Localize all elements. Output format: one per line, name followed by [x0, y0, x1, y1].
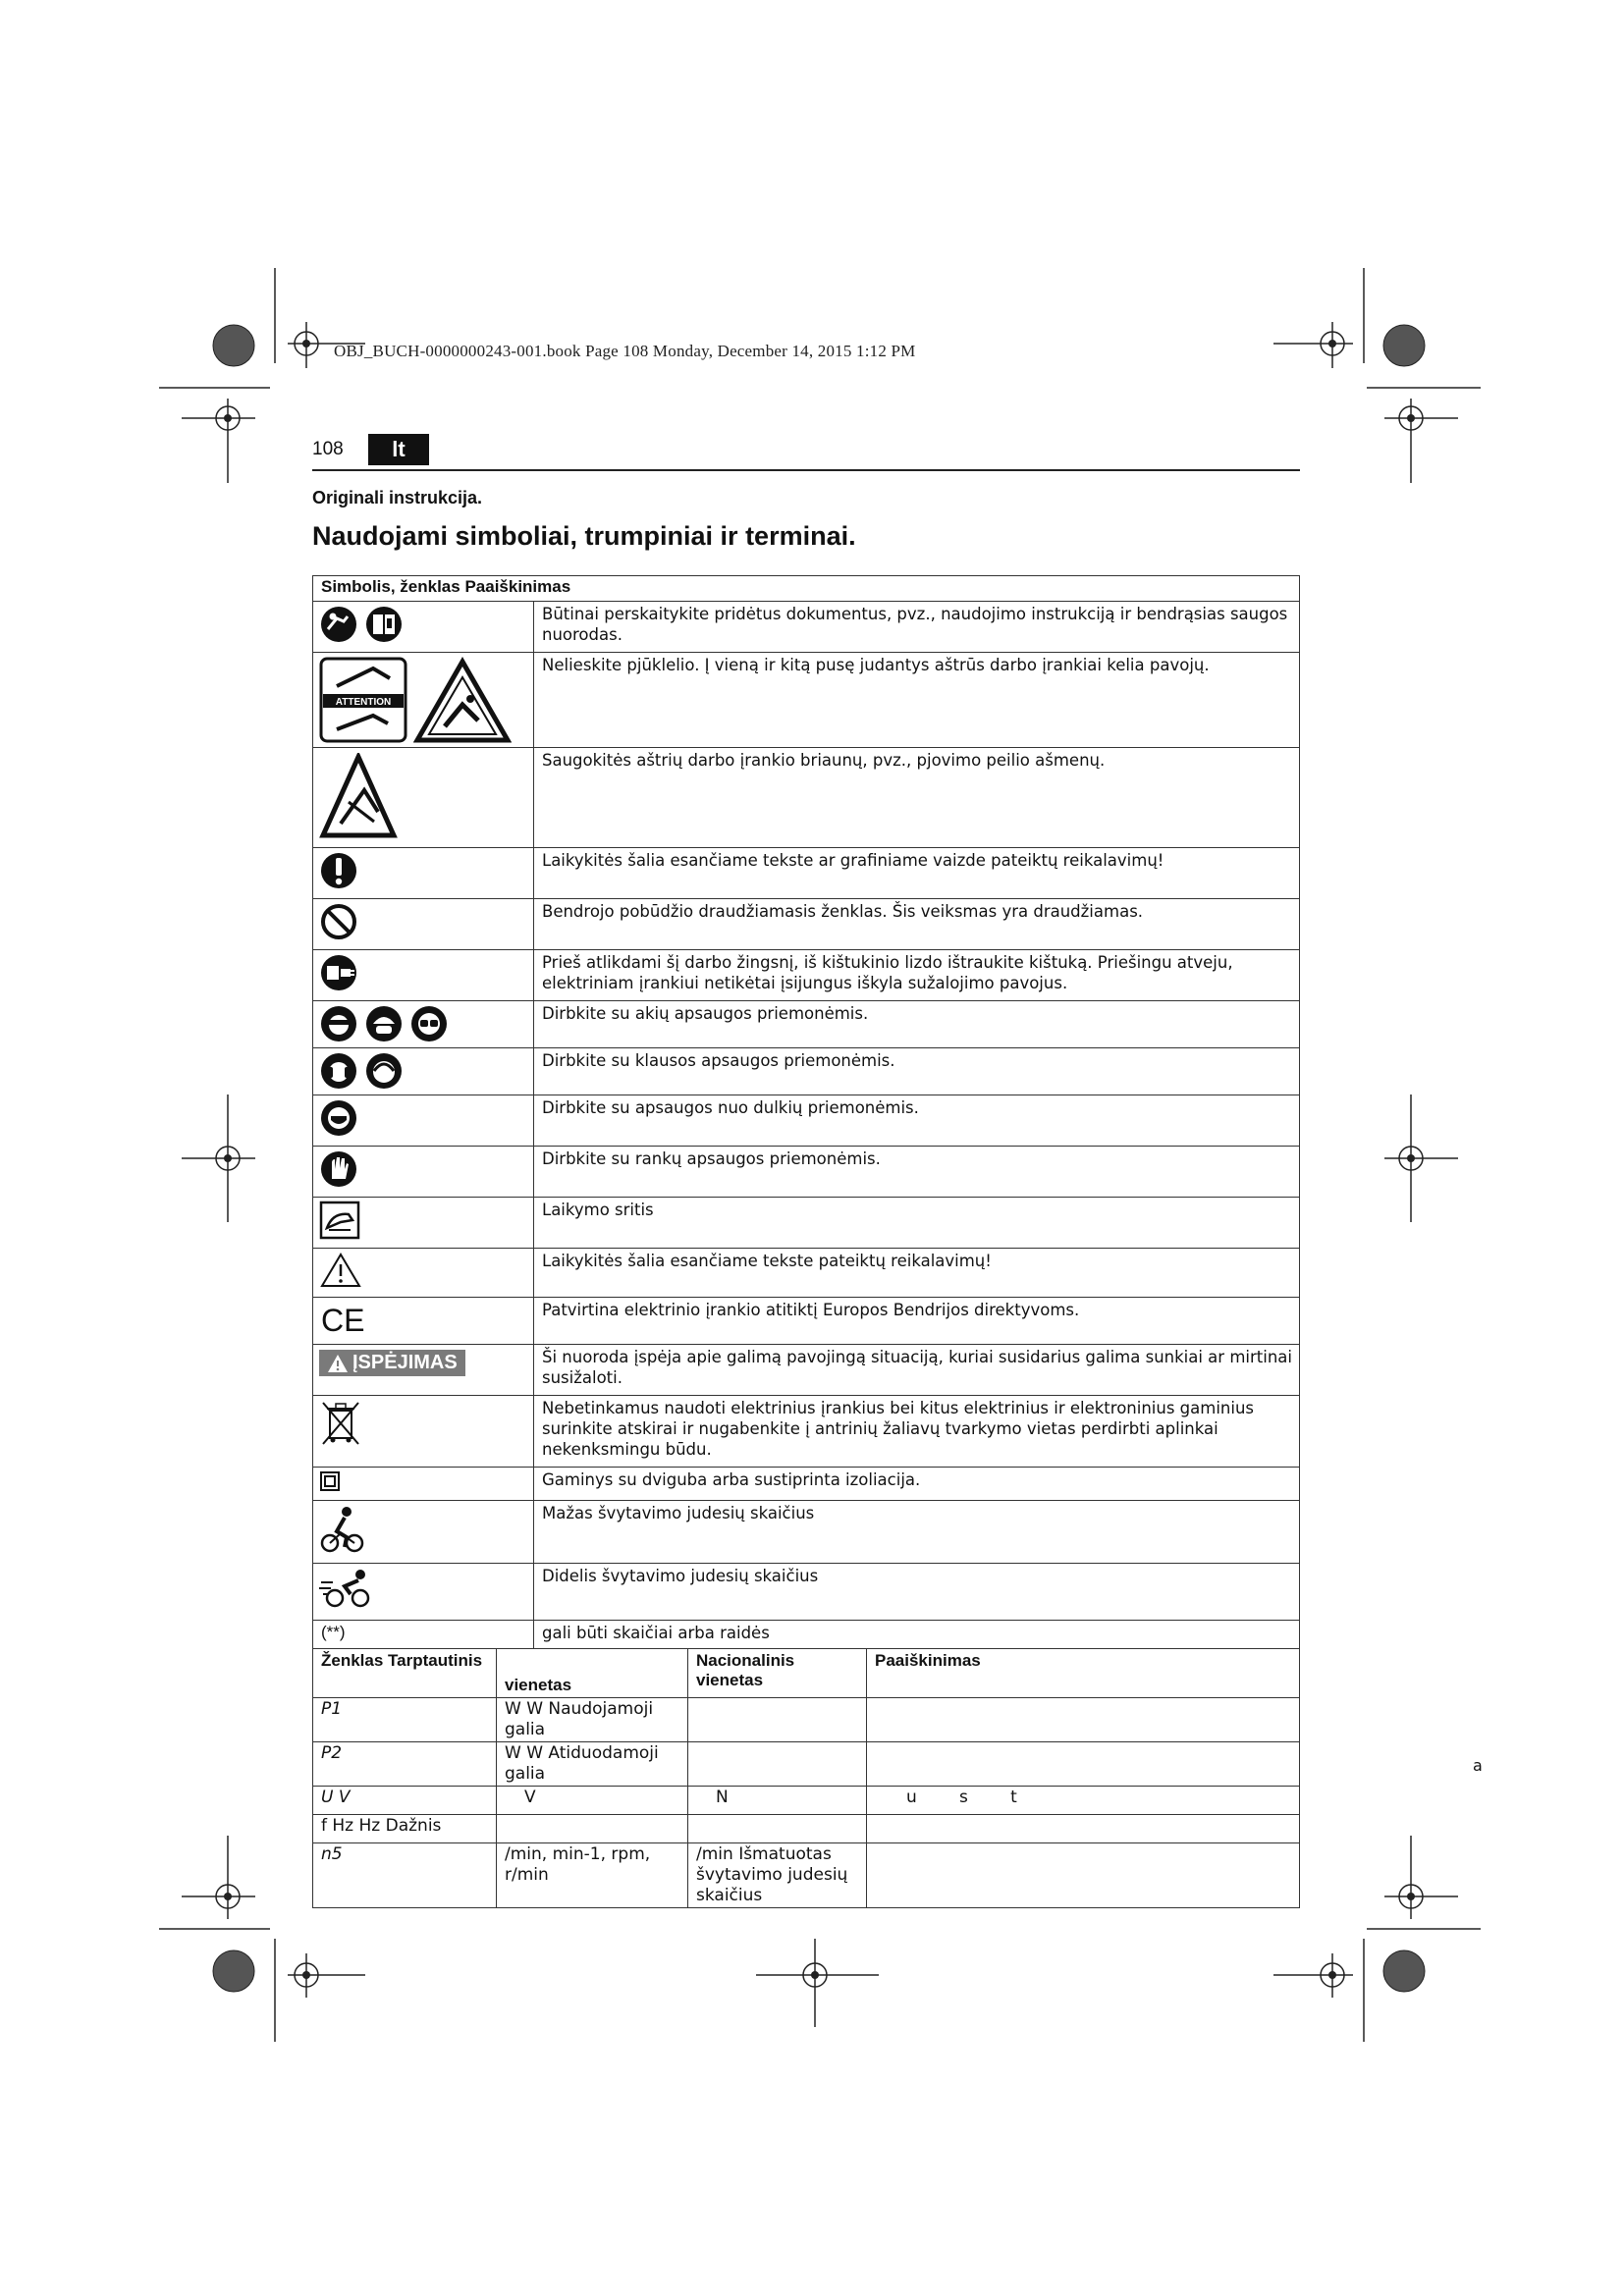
- weee-crossed-bin-icon: [319, 1399, 362, 1450]
- ce-mark-icon: [319, 1301, 368, 1336]
- symbol-description: Gaminys su dviguba arba sustiprinta izoliacija.: [534, 1468, 1300, 1501]
- placeholder-symbol: (**): [313, 1621, 534, 1649]
- unit-national: [688, 1698, 867, 1742]
- table-row: [313, 1501, 1300, 1564]
- table-row: [313, 1698, 1300, 1742]
- symbols-table: [312, 575, 1300, 1649]
- unit-explanation: [867, 1742, 1300, 1787]
- unit-international: W W Atiduodamoji galia: [497, 1742, 688, 1787]
- table-row: [313, 1345, 1300, 1396]
- ear-muffs-icon: [319, 1051, 358, 1091]
- unplug-icon: [319, 953, 358, 992]
- table-row: [313, 653, 1300, 748]
- dust-mask-icon: [319, 1098, 358, 1138]
- table-row: [313, 950, 1300, 1001]
- language-tag: lt: [368, 434, 429, 465]
- unit-national: [688, 1815, 867, 1843]
- table-row: [313, 1396, 1300, 1468]
- units-header-international: vienetas: [497, 1649, 688, 1698]
- table-row: [313, 1147, 1300, 1198]
- table-row: [313, 1298, 1300, 1345]
- symbol-description: Bendrojo pobūdžio draudžiamasis ženklas. Šis veiksmas yra draudžiamas.: [534, 899, 1300, 950]
- table-row: [313, 899, 1300, 950]
- units-header-explanation: Paaiškinimas: [867, 1649, 1300, 1698]
- symbol-description: Didelis švytavimo judesių skaičius: [534, 1564, 1300, 1621]
- symbol-description: Dirbkite su klausos apsaugos priemonėmis.: [534, 1048, 1300, 1095]
- table-row: [313, 848, 1300, 899]
- unit-symbol: P1: [313, 1698, 497, 1742]
- unit-national: N: [688, 1787, 867, 1815]
- mandatory-icon: [319, 851, 358, 890]
- unit-explanation: [867, 1815, 1300, 1843]
- page-number: 108: [312, 439, 344, 459]
- symbol-description: Nebetinkamus naudoti elektrinius įrankius bei kitus elektrinius ir elektroninius gaminius surinkite atskirai ir nugabenkite į antrinių žaliavų tvarkymo vietas perdirbti aplinkai nekenksmingu būdu.: [534, 1396, 1300, 1468]
- unit-international: /min, min-1, rpm, r/min: [497, 1843, 688, 1908]
- symbol-description: Prieš atlikdami šį darbo žingsnį, iš kištukinio lizdo ištraukite kištuką. Priešingu atveju, elektriniam įrankiui netikėtai įsijungus iškyla sužalojimo pavojus.: [534, 950, 1300, 1001]
- svg-text:CE: CE: [321, 1303, 365, 1336]
- slow-cyclist-icon: [319, 1504, 364, 1555]
- symbol-description: Nelieskite pjūklelio. Į vieną ir kitą pusę judantys aštrūs darbo įrankiai kelia pavojų.: [534, 653, 1300, 748]
- table-row: [313, 1001, 1300, 1048]
- table-row: [313, 1621, 1300, 1649]
- section-title: Naudojami simboliai, trumpiniai ir terminai.: [312, 521, 856, 551]
- unit-international: W W Naudojamoji galia: [497, 1698, 688, 1742]
- safety-helmet-icon: [364, 1004, 404, 1043]
- header-rule: [312, 469, 1300, 471]
- unit-national: /min Išmatuotas švytavimo judesių skaičius: [688, 1843, 867, 1908]
- stray-letter: a: [1473, 1756, 1483, 1775]
- symbol-description: gali būti skaičiai arba raidės: [534, 1621, 1300, 1649]
- symbol-description: Dirbkite su akių apsaugos priemonėmis.: [534, 1001, 1300, 1048]
- cut-hazard-icon: [319, 753, 398, 839]
- table-row: [313, 748, 1300, 848]
- symbol-description: Laikykitės šalia esančiame tekste pateiktų reikalavimų!: [534, 1249, 1300, 1298]
- unit-explanation: [867, 1843, 1300, 1908]
- table-row: [313, 1787, 1300, 1815]
- table-row: [313, 1095, 1300, 1147]
- symbol-description: Būtinai perskaitykite pridėtus dokumentus, pvz., naudojimo instrukciją ir bendrąsias saugos nuorodas.: [534, 602, 1300, 653]
- table-row: [313, 1048, 1300, 1095]
- symbols-table-header: Simbolis, ženklas Paaiškinimas: [313, 576, 1300, 602]
- warning-badge-label: ĮSPĖJIMAS: [352, 1352, 458, 1373]
- grip-area-icon: [319, 1201, 360, 1240]
- fast-cyclist-icon: [319, 1567, 374, 1610]
- unit-international: V: [497, 1787, 688, 1815]
- safety-goggles-icon: [409, 1004, 449, 1043]
- table-row: [313, 1468, 1300, 1501]
- unit-explanation: u s t: [867, 1787, 1300, 1815]
- symbol-description: Saugokitės aštrių darbo įrankio briaunų, pvz., pjovimo peilio ašmenų.: [534, 748, 1300, 848]
- symbol-description: Laikymo sritis: [534, 1198, 1300, 1249]
- units-table: [312, 1648, 1300, 1908]
- warning-badge: [319, 1350, 465, 1376]
- hand-injury-warning-icon: [413, 656, 512, 744]
- manual-book-icon: [364, 605, 404, 644]
- table-row: [313, 1815, 1300, 1843]
- read-manual-icon: [319, 605, 358, 644]
- attention-blade-icon: [319, 657, 407, 743]
- unit-international: [497, 1815, 688, 1843]
- face-shield-icon: [319, 1004, 358, 1043]
- symbol-description: Laikykitės šalia esančiame tekste ar grafiniame vaizde pateiktų reikalavimų!: [534, 848, 1300, 899]
- unit-symbol: n5: [313, 1843, 497, 1908]
- svg-text:ATTENTION: ATTENTION: [335, 697, 392, 708]
- warning-triangle-icon: [319, 1252, 362, 1289]
- warning-badge-triangle-icon: [327, 1354, 349, 1373]
- print-header-line: OBJ_BUCH-0000000243-001.book Page 108 Monday, December 14, 2015 1:12 PM: [334, 342, 916, 360]
- table-row: [313, 1249, 1300, 1298]
- unit-symbol: f Hz Hz Dažnis: [313, 1815, 497, 1843]
- symbol-description: Dirbkite su rankų apsaugos priemonėmis.: [534, 1147, 1300, 1198]
- table-row: [313, 1843, 1300, 1908]
- prohibition-icon: [319, 902, 358, 941]
- document-subtitle: Originali instrukcija.: [312, 488, 483, 507]
- unit-symbol: P2: [313, 1742, 497, 1787]
- table-row: [313, 1742, 1300, 1787]
- ear-protection-icon: [364, 1051, 404, 1091]
- table-row: [313, 1564, 1300, 1621]
- unit-explanation: [867, 1698, 1300, 1742]
- double-insulation-icon: [319, 1470, 341, 1492]
- table-row: [313, 1198, 1300, 1249]
- unit-national: [688, 1742, 867, 1787]
- gloves-icon: [319, 1149, 358, 1189]
- unit-symbol: U V: [313, 1787, 497, 1815]
- units-header-national: Nacionalinis vienetas: [688, 1649, 867, 1698]
- symbol-description: Mažas švytavimo judesių skaičius: [534, 1501, 1300, 1564]
- symbol-description: Dirbkite su apsaugos nuo dulkių priemonėmis.: [534, 1095, 1300, 1147]
- symbol-description: Ši nuoroda įspėja apie galimą pavojingą situaciją, kuriai susidarius galima sunkiai ar mirtinai susižaloti.: [534, 1345, 1300, 1396]
- units-header-symbol: Ženklas Tarptautinis: [313, 1649, 497, 1698]
- table-row: [313, 602, 1300, 653]
- symbol-description: Patvirtina elektrinio įrankio atitiktį Europos Bendrijos direktyvoms.: [534, 1298, 1300, 1345]
